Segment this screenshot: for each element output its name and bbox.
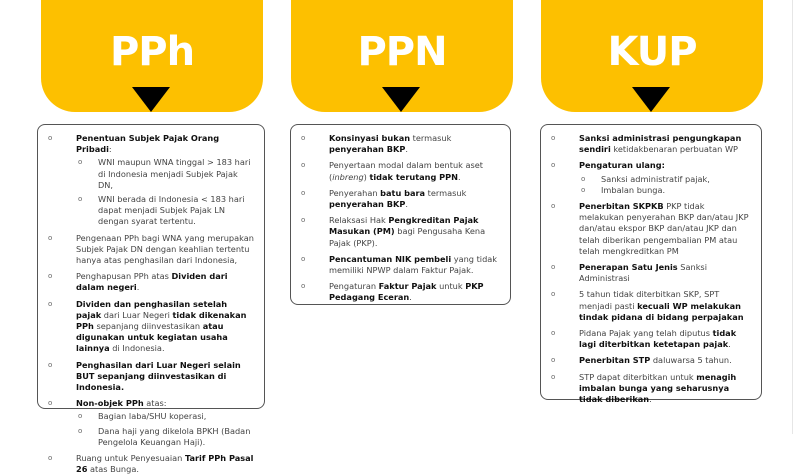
sub-list-item: o Bagian laba/SHU koperasi, <box>76 411 254 422</box>
list-item: o Penerapan Satu Jenis Sanksi Administrasi <box>549 262 751 284</box>
sub-list-item: o Imbalan bunga. <box>579 185 751 196</box>
list-item: o Pidana Pajak yang telah diputus tidak lagi diterbitkan ketetapan pajak. <box>549 328 751 350</box>
sub-list-item: o Dana haji yang dikelola BPKH (Badan Pengelola Keuangan Haji). <box>76 426 254 448</box>
header-ppn-title: PPN <box>357 29 447 75</box>
down-arrow-icon <box>632 87 670 112</box>
ppn-content-box <box>290 124 511 305</box>
list-item: o Pengenaan PPh bagi WNA yang merupakan Subjek Pajak DN dengan keahlian tertentu hanya atas penghasilan dari Indonesia, <box>46 233 254 267</box>
sub-list-item: o WNI berada di Indonesia < 183 hari dapat menjadi Subjek Pajak LN dengan syarat tertentu. <box>76 194 254 228</box>
sub-list-item: o Sanksi administratif pajak, <box>579 174 751 185</box>
list-item: o STP dapat diterbitkan untuk menagih imbalan bunga yang seharusnya tidak diberikan. <box>549 372 751 406</box>
list-item: o Pencantuman NIK pembeli yang tidak memiliki NPWP dalam Faktur Pajak. <box>299 254 500 276</box>
header-pph-title: PPh <box>109 29 195 75</box>
page-edge-divider <box>792 0 793 434</box>
list-item: o Penghapusan PPh atas Dividen dari dalam negeri. <box>46 271 254 293</box>
list-item: o Penentuan Subjek Pajak Orang Pribadi: o WNI maupun WNA tinggal > 183 hari di Indonesia menjadi Subjek Pajak DN, o WNI berada di Indonesia < 183 hari dapat menjadi Subjek Pajak LN dengan syarat tertentu. <box>46 133 254 228</box>
sub-list <box>76 411 254 448</box>
list-item: o Sanksi administrasi pengungkapan sendiri ketidakbenaran perbuatan WP <box>549 133 751 155</box>
list-item: o Ruang untuk Penyesuaian Tarif PPh Pasal 26 atas Bunga. <box>46 453 254 475</box>
list-item: o Penerbitan SKPKB PKP tidak melakukan penyerahan BKP dan/atau JKP dan/atau ekspor BKP dan/atau JKP dan telah diberikan pengembalian PM atau telah mengkreditkan PM <box>549 201 751 257</box>
list-item: o Konsinyasi bukan termasuk penyerahan BKP. <box>299 133 500 155</box>
header-kup-title: KUP <box>607 29 697 75</box>
kup-content-box <box>540 124 762 405</box>
list-item: o Penyerahan batu bara termasuk penyerahan BKP. <box>299 188 500 210</box>
list-item: o Dividen dan penghasilan setelah pajak dari Luar Negeri tidak dikenakan PPh sepanjang diinvestasikan atau digunakan untuk kegiatan usaha lainnya di Indonesia. <box>46 299 254 355</box>
down-arrow-icon <box>382 87 420 112</box>
pph-content-box <box>37 124 265 475</box>
down-arrow-icon <box>132 87 170 112</box>
pph-list <box>46 133 254 475</box>
list-item: o Penghasilan dari Luar Negeri selain BUT sepanjang diinvestasikan di Indonesia. <box>46 360 254 394</box>
kup-list <box>549 133 751 405</box>
list-item: o Relaksasi Hak Pengkreditan Pajak Masukan (PM) bagi Pengusaha Kena Pajak (PKP). <box>299 215 500 249</box>
list-item: o Pengaturan Faktur Pajak untuk PKP Pedagang Eceran. <box>299 281 500 303</box>
sub-list-item: o WNI maupun WNA tinggal > 183 hari di Indonesia menjadi Subjek Pajak DN, <box>76 157 254 191</box>
sub-list <box>76 157 254 227</box>
ppn-list <box>299 133 500 304</box>
list-item: o 5 tahun tidak diterbitkan SKP, SPT menjadi pasti kecuali WP melakukan tindak pidana di bidang perpajakan <box>549 289 751 323</box>
list-item: o Penerbitan STP daluwarsa 5 tahun. <box>549 355 751 366</box>
list-item: o Pengaturan ulang: o Sanksi administratif pajak, o Imbalan bunga. <box>549 160 751 196</box>
list-item: o Penyertaan modal dalam bentuk aset (inbreng) tidak terutang PPN. <box>299 160 500 182</box>
sub-list <box>579 174 751 196</box>
list-item: o Non-objek PPh atas: o Bagian laba/SHU koperasi, o Dana haji yang dikelola BPKH (Badan Pengelola Keuangan Haji). <box>46 398 254 448</box>
